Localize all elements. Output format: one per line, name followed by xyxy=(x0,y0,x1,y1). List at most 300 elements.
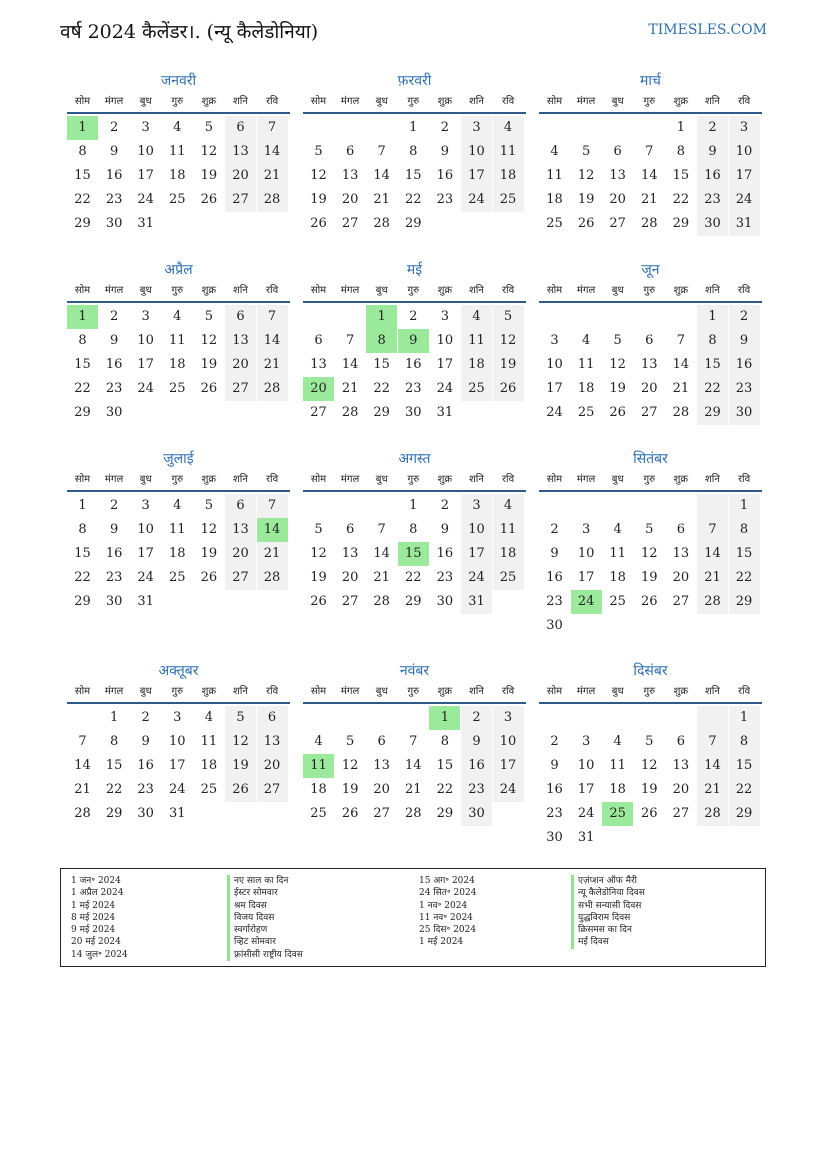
day-cell[interactable]: 28 xyxy=(697,802,728,826)
day-cell[interactable]: 11 xyxy=(169,522,186,537)
day-cell[interactable]: 10 xyxy=(137,522,154,537)
day-cell[interactable]: 13 xyxy=(225,518,256,542)
day-cell[interactable]: 3 xyxy=(493,706,524,730)
day-cell[interactable]: 6 xyxy=(345,522,355,537)
day-cell[interactable]: 17 xyxy=(137,168,154,183)
day-cell[interactable]: 23 xyxy=(405,381,422,396)
day-cell[interactable]: 18 xyxy=(577,381,595,396)
day-cell[interactable]: 28 xyxy=(257,188,288,212)
day-cell[interactable]: 17 xyxy=(461,164,492,188)
day-cell[interactable]: 6 xyxy=(314,333,323,348)
day-cell[interactable]: 11 xyxy=(169,144,186,159)
day-cell[interactable]: 15 xyxy=(74,546,91,561)
day-cell[interactable]: 1 xyxy=(429,706,460,730)
day-cell[interactable]: 13 xyxy=(341,168,359,183)
day-cell[interactable]: 7 xyxy=(676,333,686,348)
day-cell[interactable]: 8 xyxy=(729,518,760,542)
day-cell[interactable]: 19 xyxy=(609,381,626,396)
day-cell[interactable]: 1 xyxy=(729,494,760,518)
day-cell[interactable]: 22 xyxy=(74,570,91,585)
day-cell[interactable]: 14 xyxy=(257,329,288,353)
day-cell[interactable]: 15 xyxy=(729,542,760,566)
day-cell[interactable]: 16 xyxy=(436,168,454,183)
day-cell[interactable]: 10 xyxy=(137,144,154,159)
day-cell[interactable]: 11 xyxy=(303,754,334,778)
day-cell[interactable]: 16 xyxy=(546,782,563,797)
day-cell[interactable]: 31 xyxy=(137,594,154,609)
day-cell[interactable]: 19 xyxy=(225,754,256,778)
day-cell[interactable]: 5 xyxy=(204,498,214,513)
day-cell[interactable]: 10 xyxy=(577,546,595,561)
day-cell[interactable]: 24 xyxy=(729,188,760,212)
day-cell[interactable]: 13 xyxy=(341,546,359,561)
day-cell[interactable]: 6 xyxy=(257,706,288,730)
day-cell[interactable]: 21 xyxy=(257,353,288,377)
day-cell[interactable]: 16 xyxy=(405,357,422,372)
day-cell[interactable]: 29 xyxy=(373,405,390,420)
day-cell[interactable]: 15 xyxy=(74,168,91,183)
day-cell[interactable]: 2 xyxy=(109,120,119,135)
day-cell[interactable]: 11 xyxy=(493,140,524,164)
day-cell[interactable]: 17 xyxy=(461,542,492,566)
day-cell[interactable]: 29 xyxy=(436,806,454,821)
day-cell[interactable]: 20 xyxy=(303,377,334,401)
day-cell[interactable]: 8 xyxy=(409,522,418,537)
day-cell[interactable]: 30 xyxy=(137,806,154,821)
day-cell[interactable]: 1 xyxy=(409,498,418,513)
day-cell[interactable]: 30 xyxy=(105,405,123,420)
day-cell[interactable]: 12 xyxy=(577,168,595,183)
day-cell[interactable]: 4 xyxy=(173,498,182,513)
day-cell[interactable]: 5 xyxy=(645,522,654,537)
day-cell[interactable]: 6 xyxy=(345,144,355,159)
day-cell[interactable]: 26 xyxy=(200,192,218,207)
day-cell[interactable]: 12 xyxy=(641,546,658,561)
day-cell[interactable]: 21 xyxy=(697,778,728,802)
day-cell[interactable]: 26 xyxy=(225,778,256,802)
day-cell[interactable]: 7 xyxy=(377,144,386,159)
day-cell[interactable]: 29 xyxy=(672,216,690,231)
day-cell[interactable]: 15 xyxy=(672,168,690,183)
day-cell[interactable]: 6 xyxy=(676,734,686,749)
day-cell[interactable]: 3 xyxy=(581,734,591,749)
day-cell[interactable]: 31 xyxy=(461,590,492,614)
day-cell[interactable]: 15 xyxy=(398,542,429,566)
day-cell[interactable]: 14 xyxy=(697,542,728,566)
day-cell[interactable]: 24 xyxy=(436,381,454,396)
day-cell[interactable]: 10 xyxy=(729,140,760,164)
day-cell[interactable]: 13 xyxy=(672,546,690,561)
day-cell[interactable]: 28 xyxy=(257,566,288,590)
day-cell[interactable]: 24 xyxy=(577,806,595,821)
day-cell[interactable]: 9 xyxy=(141,734,150,749)
day-cell[interactable]: 25 xyxy=(310,806,327,821)
day-cell[interactable]: 3 xyxy=(141,309,150,324)
day-cell[interactable]: 19 xyxy=(641,570,658,585)
day-cell[interactable]: 24 xyxy=(137,570,154,585)
day-cell[interactable]: 5 xyxy=(314,522,323,537)
day-cell[interactable]: 5 xyxy=(581,144,591,159)
day-cell[interactable]: 6 xyxy=(225,305,256,329)
day-cell[interactable]: 12 xyxy=(341,758,359,773)
day-cell[interactable]: 31 xyxy=(169,806,186,821)
day-cell[interactable]: 7 xyxy=(409,734,418,749)
day-cell[interactable]: 22 xyxy=(405,570,422,585)
day-cell[interactable]: 28 xyxy=(672,405,690,420)
day-cell[interactable]: 25 xyxy=(602,802,633,826)
day-cell[interactable]: 25 xyxy=(169,381,186,396)
day-cell[interactable]: 14 xyxy=(672,357,690,372)
day-cell[interactable]: 13 xyxy=(609,168,626,183)
day-cell[interactable]: 23 xyxy=(461,778,492,802)
day-cell[interactable]: 19 xyxy=(493,353,524,377)
day-cell[interactable]: 21 xyxy=(672,381,690,396)
day-cell[interactable]: 25 xyxy=(461,377,492,401)
day-cell[interactable]: 9 xyxy=(440,522,450,537)
day-cell[interactable]: 1 xyxy=(676,120,686,135)
day-cell[interactable]: 16 xyxy=(546,570,563,585)
day-cell[interactable]: 7 xyxy=(257,116,288,140)
day-cell[interactable]: 2 xyxy=(109,498,119,513)
day-cell[interactable]: 20 xyxy=(225,164,256,188)
day-cell[interactable]: 28 xyxy=(405,806,422,821)
day-cell[interactable]: 11 xyxy=(577,357,595,372)
day-cell[interactable]: 25 xyxy=(609,594,626,609)
day-cell[interactable]: 20 xyxy=(341,570,359,585)
day-cell[interactable]: 2 xyxy=(141,710,150,725)
day-cell[interactable]: 21 xyxy=(257,164,288,188)
day-cell[interactable]: 12 xyxy=(200,144,218,159)
day-cell[interactable]: 12 xyxy=(200,333,218,348)
day-cell[interactable]: 8 xyxy=(78,144,87,159)
day-cell[interactable]: 5 xyxy=(613,333,622,348)
day-cell[interactable]: 4 xyxy=(173,309,182,324)
day-cell[interactable]: 22 xyxy=(405,192,422,207)
day-cell[interactable]: 13 xyxy=(225,140,256,164)
day-cell[interactable]: 26 xyxy=(200,381,218,396)
day-cell[interactable]: 23 xyxy=(105,570,123,585)
day-cell[interactable]: 23 xyxy=(546,806,563,821)
day-cell[interactable]: 28 xyxy=(697,590,728,614)
day-cell[interactable]: 20 xyxy=(373,782,390,797)
day-cell[interactable]: 30 xyxy=(436,594,454,609)
day-cell[interactable]: 13 xyxy=(257,730,288,754)
day-cell[interactable]: 26 xyxy=(641,594,658,609)
day-cell[interactable]: 29 xyxy=(74,594,91,609)
day-cell[interactable]: 27 xyxy=(341,594,359,609)
day-cell[interactable]: 23 xyxy=(729,377,760,401)
day-cell[interactable]: 25 xyxy=(169,570,186,585)
day-cell[interactable]: 17 xyxy=(169,758,186,773)
day-cell[interactable]: 2 xyxy=(550,734,559,749)
day-cell[interactable]: 9 xyxy=(109,522,119,537)
day-cell[interactable]: 9 xyxy=(729,329,760,353)
day-cell[interactable]: 19 xyxy=(200,168,218,183)
day-cell[interactable]: 17 xyxy=(137,357,154,372)
day-cell[interactable]: 24 xyxy=(493,778,524,802)
day-cell[interactable]: 14 xyxy=(341,357,359,372)
day-cell[interactable]: 11 xyxy=(609,758,626,773)
day-cell[interactable]: 14 xyxy=(697,754,728,778)
day-cell[interactable]: 8 xyxy=(440,734,450,749)
day-cell[interactable]: 16 xyxy=(105,357,123,372)
day-cell[interactable]: 4 xyxy=(550,144,559,159)
day-cell[interactable]: 14 xyxy=(405,758,422,773)
day-cell[interactable]: 8 xyxy=(78,333,87,348)
day-cell[interactable]: 1 xyxy=(67,305,98,329)
day-cell[interactable]: 7 xyxy=(697,730,728,754)
day-cell[interactable]: 20 xyxy=(341,192,359,207)
day-cell[interactable]: 3 xyxy=(141,498,150,513)
day-cell[interactable]: 28 xyxy=(373,216,390,231)
day-cell[interactable]: 21 xyxy=(405,782,422,797)
day-cell[interactable]: 9 xyxy=(550,758,559,773)
day-cell[interactable]: 16 xyxy=(105,168,123,183)
day-cell[interactable]: 21 xyxy=(641,192,658,207)
day-cell[interactable]: 31 xyxy=(137,216,154,231)
day-cell[interactable]: 18 xyxy=(169,357,186,372)
day-cell[interactable]: 30 xyxy=(729,401,760,425)
day-cell[interactable]: 26 xyxy=(641,806,658,821)
day-cell[interactable]: 31 xyxy=(436,405,454,420)
day-cell[interactable]: 25 xyxy=(577,405,595,420)
day-cell[interactable]: 3 xyxy=(461,494,492,518)
day-cell[interactable]: 10 xyxy=(137,333,154,348)
day-cell[interactable]: 4 xyxy=(493,494,524,518)
day-cell[interactable]: 21 xyxy=(373,192,390,207)
day-cell[interactable]: 16 xyxy=(461,754,492,778)
day-cell[interactable]: 5 xyxy=(314,144,323,159)
day-cell[interactable]: 18 xyxy=(461,353,492,377)
day-cell[interactable]: 15 xyxy=(373,357,390,372)
day-cell[interactable]: 8 xyxy=(366,329,397,353)
day-cell[interactable]: 27 xyxy=(257,778,288,802)
day-cell[interactable]: 3 xyxy=(440,309,450,324)
day-cell[interactable]: 2 xyxy=(440,498,450,513)
day-cell[interactable]: 24 xyxy=(546,405,563,420)
day-cell[interactable]: 26 xyxy=(310,594,327,609)
day-cell[interactable]: 30 xyxy=(105,594,123,609)
day-cell[interactable]: 19 xyxy=(641,782,658,797)
day-cell[interactable]: 28 xyxy=(373,594,390,609)
day-cell[interactable]: 20 xyxy=(225,542,256,566)
day-cell[interactable]: 8 xyxy=(78,522,87,537)
day-cell[interactable]: 27 xyxy=(672,806,690,821)
day-cell[interactable]: 9 xyxy=(398,329,429,353)
day-cell[interactable]: 10 xyxy=(169,734,186,749)
day-cell[interactable]: 12 xyxy=(310,168,327,183)
day-cell[interactable]: 7 xyxy=(645,144,654,159)
day-cell[interactable]: 26 xyxy=(577,216,595,231)
day-cell[interactable]: 20 xyxy=(641,381,658,396)
day-cell[interactable]: 25 xyxy=(493,188,524,212)
day-cell[interactable]: 18 xyxy=(169,546,186,561)
day-cell[interactable]: 14 xyxy=(373,168,390,183)
day-cell[interactable]: 6 xyxy=(225,116,256,140)
day-cell[interactable]: 7 xyxy=(345,333,355,348)
day-cell[interactable]: 16 xyxy=(137,758,154,773)
day-cell[interactable]: 3 xyxy=(173,710,182,725)
day-cell[interactable]: 11 xyxy=(546,168,563,183)
day-cell[interactable]: 1 xyxy=(78,498,87,513)
day-cell[interactable]: 27 xyxy=(225,188,256,212)
day-cell[interactable]: 19 xyxy=(200,546,218,561)
day-cell[interactable]: 11 xyxy=(200,734,218,749)
day-cell[interactable]: 23 xyxy=(546,594,563,609)
day-cell[interactable]: 14 xyxy=(641,168,658,183)
day-cell[interactable]: 26 xyxy=(609,405,626,420)
day-cell[interactable]: 26 xyxy=(200,570,218,585)
day-cell[interactable]: 17 xyxy=(546,381,563,396)
day-cell[interactable]: 26 xyxy=(341,806,359,821)
day-cell[interactable]: 23 xyxy=(436,192,454,207)
day-cell[interactable]: 20 xyxy=(672,570,690,585)
day-cell[interactable]: 26 xyxy=(310,216,327,231)
day-cell[interactable]: 10 xyxy=(493,730,524,754)
day-cell[interactable]: 17 xyxy=(729,164,760,188)
day-cell[interactable]: 24 xyxy=(137,381,154,396)
day-cell[interactable]: 29 xyxy=(105,806,123,821)
day-cell[interactable]: 3 xyxy=(461,116,492,140)
day-cell[interactable]: 2 xyxy=(109,309,119,324)
day-cell[interactable]: 17 xyxy=(577,782,595,797)
day-cell[interactable]: 8 xyxy=(729,730,760,754)
day-cell[interactable]: 27 xyxy=(341,216,359,231)
day-cell[interactable]: 29 xyxy=(729,802,760,826)
day-cell[interactable]: 9 xyxy=(109,144,119,159)
day-cell[interactable]: 10 xyxy=(546,357,563,372)
day-cell[interactable]: 23 xyxy=(105,192,123,207)
site-link[interactable]: TIMESLES.COM xyxy=(648,22,767,38)
day-cell[interactable]: 6 xyxy=(377,734,386,749)
day-cell[interactable]: 30 xyxy=(461,802,492,826)
day-cell[interactable]: 10 xyxy=(577,758,595,773)
day-cell[interactable]: 19 xyxy=(200,357,218,372)
day-cell[interactable]: 13 xyxy=(310,357,327,372)
day-cell[interactable]: 20 xyxy=(672,782,690,797)
day-cell[interactable]: 3 xyxy=(729,116,760,140)
day-cell[interactable]: 30 xyxy=(546,618,563,633)
day-cell[interactable]: 18 xyxy=(493,164,524,188)
day-cell[interactable]: 17 xyxy=(436,357,454,372)
day-cell[interactable]: 18 xyxy=(200,758,218,773)
day-cell[interactable]: 25 xyxy=(169,192,186,207)
day-cell[interactable]: 10 xyxy=(436,333,454,348)
day-cell[interactable]: 8 xyxy=(697,329,728,353)
day-cell[interactable]: 15 xyxy=(436,758,454,773)
day-cell[interactable]: 2 xyxy=(550,522,559,537)
day-cell[interactable]: 16 xyxy=(105,546,123,561)
day-cell[interactable]: 21 xyxy=(74,782,91,797)
day-cell[interactable]: 16 xyxy=(729,353,760,377)
day-cell[interactable]: 27 xyxy=(225,566,256,590)
day-cell[interactable]: 18 xyxy=(310,782,327,797)
day-cell[interactable]: 12 xyxy=(310,546,327,561)
day-cell[interactable]: 20 xyxy=(609,192,626,207)
day-cell[interactable]: 27 xyxy=(373,806,390,821)
day-cell[interactable]: 18 xyxy=(546,192,563,207)
day-cell[interactable]: 21 xyxy=(697,566,728,590)
day-cell[interactable]: 10 xyxy=(461,518,492,542)
day-cell[interactable]: 2 xyxy=(461,706,492,730)
day-cell[interactable]: 27 xyxy=(609,216,626,231)
day-cell[interactable]: 4 xyxy=(461,305,492,329)
day-cell[interactable]: 22 xyxy=(729,778,760,802)
day-cell[interactable]: 19 xyxy=(341,782,359,797)
day-cell[interactable]: 23 xyxy=(137,782,154,797)
day-cell[interactable]: 2 xyxy=(729,305,760,329)
day-cell[interactable]: 1 xyxy=(67,116,98,140)
day-cell[interactable]: 14 xyxy=(257,518,288,542)
day-cell[interactable]: 27 xyxy=(672,594,690,609)
day-cell[interactable]: 29 xyxy=(74,405,91,420)
day-cell[interactable]: 1 xyxy=(729,706,760,730)
day-cell[interactable]: 24 xyxy=(169,782,186,797)
day-cell[interactable]: 4 xyxy=(581,333,591,348)
day-cell[interactable]: 24 xyxy=(461,188,492,212)
day-cell[interactable]: 30 xyxy=(546,830,563,845)
day-cell[interactable]: 5 xyxy=(645,734,654,749)
day-cell[interactable]: 28 xyxy=(641,216,658,231)
day-cell[interactable]: 23 xyxy=(105,381,123,396)
day-cell[interactable]: 22 xyxy=(105,782,123,797)
day-cell[interactable]: 22 xyxy=(697,377,728,401)
day-cell[interactable]: 12 xyxy=(225,730,256,754)
day-cell[interactable]: 27 xyxy=(641,405,658,420)
day-cell[interactable]: 15 xyxy=(729,754,760,778)
day-cell[interactable]: 26 xyxy=(493,377,524,401)
day-cell[interactable]: 15 xyxy=(697,353,728,377)
day-cell[interactable]: 3 xyxy=(141,120,150,135)
day-cell[interactable]: 20 xyxy=(225,353,256,377)
day-cell[interactable]: 9 xyxy=(109,333,119,348)
day-cell[interactable]: 24 xyxy=(571,590,602,614)
day-cell[interactable]: 22 xyxy=(74,381,91,396)
day-cell[interactable]: 21 xyxy=(373,570,390,585)
day-cell[interactable]: 4 xyxy=(493,116,524,140)
day-cell[interactable]: 21 xyxy=(257,542,288,566)
day-cell[interactable]: 11 xyxy=(461,329,492,353)
day-cell[interactable]: 10 xyxy=(461,140,492,164)
day-cell[interactable]: 6 xyxy=(613,144,622,159)
day-cell[interactable]: 5 xyxy=(493,305,524,329)
day-cell[interactable]: 27 xyxy=(225,377,256,401)
day-cell[interactable]: 5 xyxy=(345,734,355,749)
day-cell[interactable]: 5 xyxy=(204,120,214,135)
day-cell[interactable]: 19 xyxy=(310,570,327,585)
day-cell[interactable]: 6 xyxy=(225,494,256,518)
day-cell[interactable]: 21 xyxy=(341,381,359,396)
day-cell[interactable]: 1 xyxy=(109,710,119,725)
day-cell[interactable]: 7 xyxy=(78,734,87,749)
day-cell[interactable]: 16 xyxy=(697,164,728,188)
day-cell[interactable]: 15 xyxy=(405,168,422,183)
day-cell[interactable]: 12 xyxy=(200,522,218,537)
day-cell[interactable]: 2 xyxy=(697,116,728,140)
day-cell[interactable]: 3 xyxy=(581,522,591,537)
day-cell[interactable]: 22 xyxy=(436,782,454,797)
day-cell[interactable]: 25 xyxy=(493,566,524,590)
day-cell[interactable]: 25 xyxy=(200,782,218,797)
day-cell[interactable]: 17 xyxy=(577,570,595,585)
day-cell[interactable]: 16 xyxy=(436,546,454,561)
day-cell[interactable]: 25 xyxy=(546,216,563,231)
day-cell[interactable]: 23 xyxy=(436,570,454,585)
day-cell[interactable]: 31 xyxy=(729,212,760,236)
day-cell[interactable]: 28 xyxy=(341,405,359,420)
day-cell[interactable]: 5 xyxy=(204,309,214,324)
day-cell[interactable]: 9 xyxy=(461,730,492,754)
